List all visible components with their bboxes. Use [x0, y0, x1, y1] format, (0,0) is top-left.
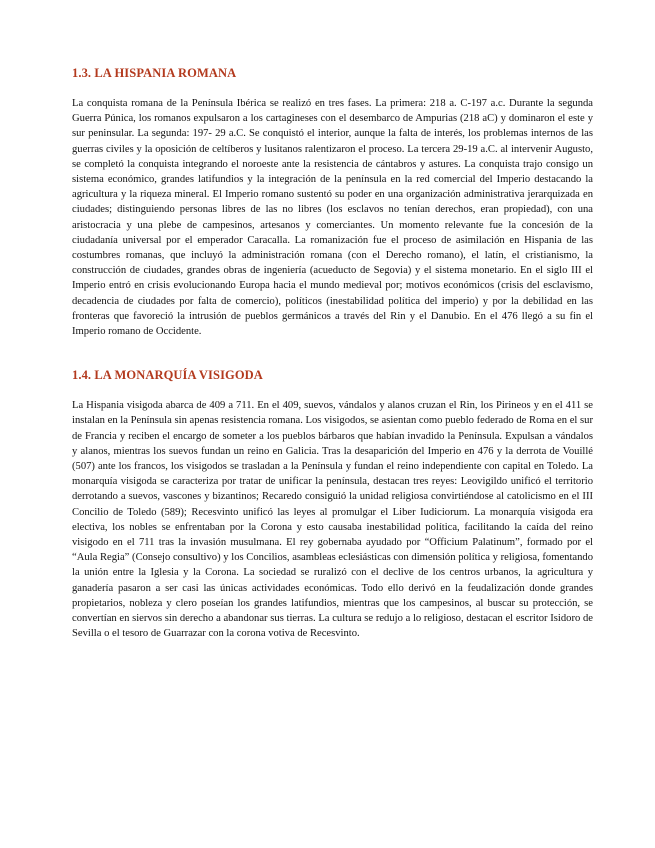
section-heading-monarquia-visigoda: 1.4. LA MONARQUÍA VISIGODA — [72, 368, 263, 383]
document-page — [72, 66, 593, 642]
section-heading-hispania-romana: 1.3. LA HISPANIA ROMANA — [72, 66, 237, 80]
section-body-monarquia-visigoda: La Hispania visigoda abarca de 409 a 711. En el 409, suevos, vándalos y alanos cruzan el Rin, los Pirineos y en el 411 se instalan en la Península sin apenas resistencia romana. Los visigodos, se asientan como pueblo federado de Roma en el sur de Francia y reciben el encargo de someter a los pueblos bárbaros que habían invadido la Península. Expulsan a vándalos y alanos, mientras los suevos fundan un reino en Galicia. Tras la desaparición del Imperio en 476 y la derrota de Vouillé (507) ante los francos, los visigodos se trasladan a la Península y fundan el reino independiente con capital en Toledo. La monarquía visigoda se caracteriza por tratar de unificar la península, destacan tres reyes: Leovigildo unificó el territorio derrotando a suevos, vascones y bizantinos; Recaredo consiguió la unidad religiosa convirtiéndose al catolicismo en el III Concilio de Toledo (589); Recesvinto unificó las leyes al promulgar el Liber Iudiciorum. La monarquía visigoda era electiva, los nobles se enfrentaban por la Corona y esto causaba inestabilidad política, facilitando la caída del reino visigodo en el 711 tras la invasión musulmana. El rey gobernaba ayudado por “Officium Palatinum”, formado por el “Aula Regia” (Consejo consultivo) y los Concilios, asambleas eclesiásticas con dimensión política y religiosa, fomentando la unión entre la Iglesia y la Corona. La sociedad se ruralizó con el declive de los centros urbanos, la agricultura y ganadería pasaron a ser casi las únicas actividades económicas. Todo ello derivó en la feudalización donde grandes propietarios, nobleza y clero poseían los grandes latifundios, mientras que los campesinos, al buscar su protección, se convertían en siervos sin derecho a abandonar sus tierras. La cultura se redujo a lo religioso, destacan el escritor Isidoro de Sevilla o el tesoro de Guarrazar con la corona votiva de Recesvinto. — [72, 400, 593, 640]
section-body-hispania-romana: La conquista romana de la Península Ibérica se realizó en tres fases. La primera: 218 a. C-197 a.c. Durante la segunda Guerra Púnica, los romanos expulsaron a los cartagineses con el desembarco de Ampurias (218 aC) y dominaron el este y sur peninsular. La segunda: 197- 29 a.C. Se conquistó el interior, aunque la falta de interés, los problemas internos de las guerras civiles y la oposición de celtíberos y lusitanos ralentizaron el proceso. La tercera 29-19 a.C. al intervenir Augusto, se completó la conquista integrando el noroeste ante la resistencia de cántabros y astures. La conquista trajo consigo un sistema económico, grandes latifundios y la integración de la península en la red comercial del Imperio destacando la agricultura y la riqueza mineral. El Imperio romano sustentó su poder en una organización administrativa jerarquizada en ciudades; distinguiendo personas libres de las no libres (los esclavos no tenían derechos, eran propiedad), con una aristocracia y una plebe de campesinos, artesanos y comerciantes. Un momento relevante fue la concesión de la ciudadanía universal por el emperador Caracalla. La romanización fue el proceso de asimilación en Hispania de las costumbres romanas, que incluyó la administración romana (con el Derecho romano), el latín, el cristianismo, la construcción de ciudades, grandes obras de ingeniería (acueducto de Segovia) y el sistema monetario. En el siglo III el Imperio entró en crisis evolucionando Europa hacia el mundo medieval por; motivos económicos (crisis del esclavismo, decadencia de ciudades por falta de comercio), políticos (inestabilidad política del imperio) y por la debilidad en las fronteras que favoreció la intrusión de pueblos germánicos a través del Rin y el Danubio. En el 476 llegó a su fin el Imperio romano de Occidente. — [72, 98, 593, 338]
